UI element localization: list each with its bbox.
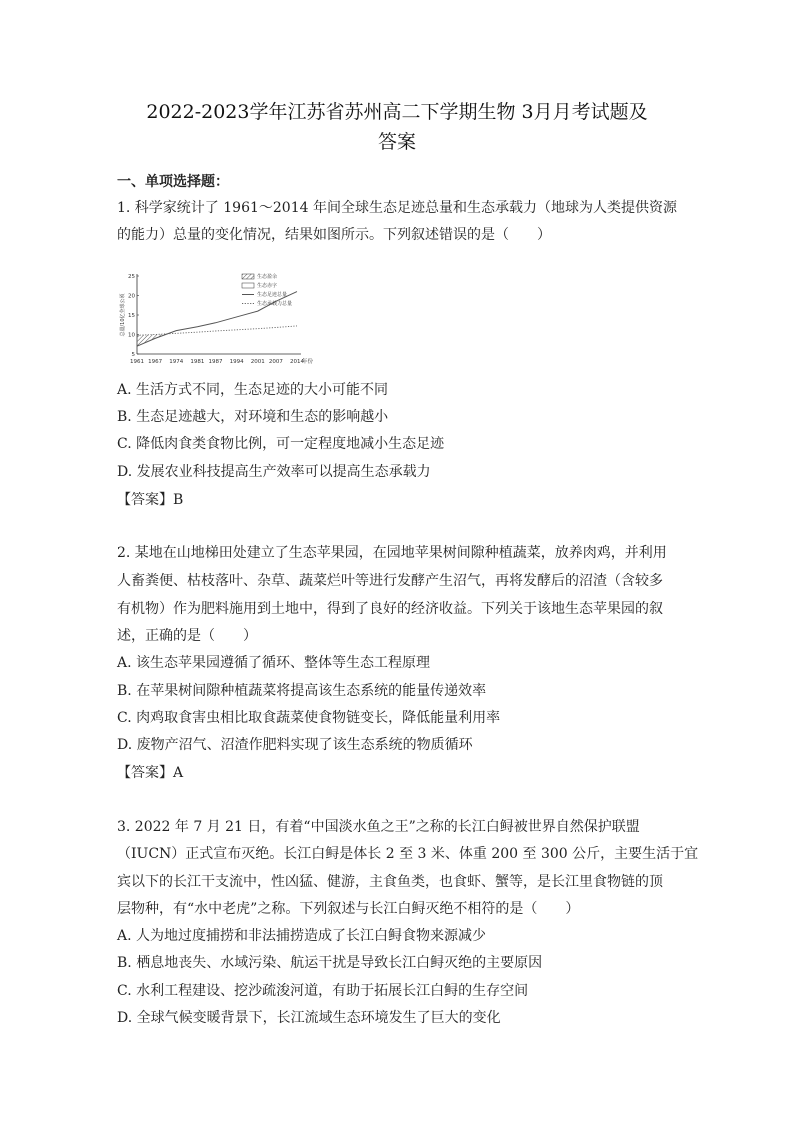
x-tick-label: 1987 [208,359,223,365]
q1-answer: 【答案】B [117,492,184,508]
y-tick-label: 20 [128,293,135,300]
series-footprint-line [137,292,297,347]
q1-option-a: A. 生活方式不同，生态足迹的大小可能不同 [117,382,389,398]
x-tick-label: 2007 [268,359,283,365]
q3-stem-line-2: （IUCN）正式宣布灭绝。长江白鲟是体长 2 至 3 米、体重 200 至 300 公斤，主要生活于宜 [117,846,699,862]
section-heading: 一、单项选择题： [117,174,229,190]
legend-swatch-deficit [242,283,254,288]
title-line-1: 2022-2023学年江苏省苏州高二下学期生物 3月月考试题及 [146,101,648,123]
y-axis-label: 总量/10亿全球公顷 [120,293,126,337]
q2-option-a: A. 该生态苹果园遵循了循环、整体等生态工程原理 [117,655,431,671]
q1-stem-line-2: 的能力）总量的变化情况，结果如图所示。下列叙述错误的是（ ） [117,227,551,243]
x-tick-label: 1967 [148,359,163,365]
legend-swatch-surplus [242,274,254,279]
q2-stem-line-4: 述，正确的是（ ） [117,628,257,644]
x-tick-label: 2001 [250,359,265,365]
chart-svg [117,268,317,376]
x-tick-label: 1981 [190,359,205,365]
q2-stem-line-1: 2. 某地在山地梯田处建立了生态苹果园，在园地苹果树间隙种植蔬菜，放养肉鸡，并利用 [117,545,667,561]
y-tick-label: 15 [128,313,135,319]
q2-answer: 【答案】A [117,765,184,781]
y-tick-label: 25 [128,274,135,280]
q2-option-b: B. 在苹果树间隙种植蔬菜将提高该生态系统的能量传递效率 [117,683,487,699]
q2-option-c: C. 肉鸡取食害虫相比取食蔬菜使食物链变长，降低能量利用率 [117,710,501,726]
q3-stem-line-4: 层物种，有“水中老虎”之称。下列叙述与长江白鲟灭绝不相符的是（ ） [117,901,580,917]
legend-label-2: 生态足迹总量 [257,292,288,298]
q3-option-a: A. 人为地过度捕捞和非法捕捞造成了长江白鲟食物来源减少 [117,928,487,944]
footprint-chart [117,268,317,380]
legend-label-3: 生态承载力总量 [257,301,293,307]
q1-option-d: D. 发展农业科技提高生产效率可以提高生态承载力 [117,464,431,480]
title-line-2: 答案 [377,131,416,153]
q3-option-b: B. 栖息地丧失、水域污染、航运干扰是导致长江白鲟灭绝的主要原因 [117,955,543,971]
series-capacity-line [137,326,297,335]
q3-option-d: D. 全球气候变暖背景下，长江流域生态环境发生了巨大的变化 [117,1010,501,1026]
q3-stem-line-3: 宾以下的长江干支流中，性凶猛、健游，主食鱼类，也食虾、蟹等，是长江里食物链的顶 [117,874,663,890]
q1-stem-line-1: 1. 科学家统计了 1961～2014 年间全球生态足迹总量和生态承载力（地球为人类提供资源 [117,200,677,216]
x-tick-label: 1994 [229,359,244,365]
q2-stem-line-3: 有机物）作为肥料施用到土地中，得到了良好的经济收益。下列关于该地生态苹果园的叙 [117,601,663,617]
y-tick-label: 10 [128,332,135,339]
x-tick-label: 1974 [169,359,184,365]
q1-option-b: B. 生态足迹越大，对环境和生态的影响越小 [117,409,389,425]
y-tick-label: 5 [131,352,135,358]
x-tick-label: 2014 [290,359,304,365]
q1-option-c: C. 降低肉食类食物比例，可一定程度地减小生态足迹 [117,436,445,452]
x-tick-label: 1961 [130,359,144,365]
x-axis-unit: 年份 [302,359,314,365]
q3-stem-line-1: 3. 2022 年 7 月 21 日，有着“中国淡水鱼之王”之称的长江白鲟被世界自然保护联盟 [117,819,640,835]
q3-option-c: C. 水利工程建设、挖沙疏浚河道，有助于拓展长江白鲟的生存空间 [117,983,529,999]
q2-option-d: D. 废物产沼气、沼渣作肥料实现了该生态系统的物质循环 [117,737,473,753]
legend-label-1: 生态赤字 [257,283,278,289]
document-title [100,97,694,157]
legend-label-0: 生态盈余 [257,274,278,280]
q2-stem-line-2: 人畜粪便、枯枝落叶、杂草、蔬菜烂叶等进行发酵产生沼气，再将发酵后的沼渣（含较多 [117,573,663,589]
